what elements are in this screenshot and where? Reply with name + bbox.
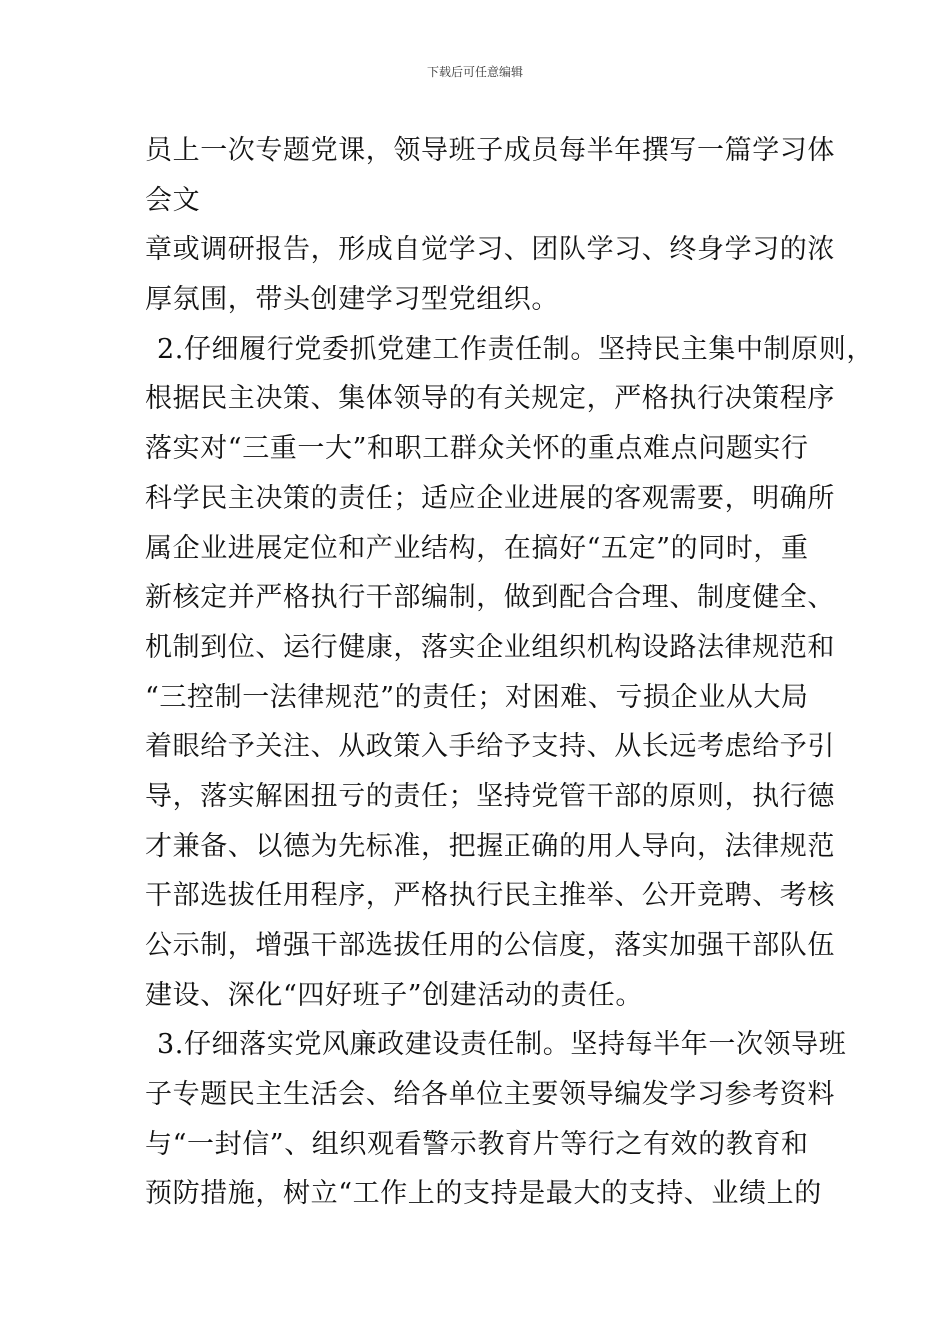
text-line: 导，落实解困扭亏的责任；坚持党管干部的原则，执行德	[145, 780, 835, 812]
text-line: 属企业进展定位和产业结构，在搞好“五定”的同时，重	[145, 532, 809, 564]
text-line: 干部选拔任用程序，严格执行民主推举、公开竞聘、考核	[145, 880, 835, 912]
text-line: “三控制一法律规范”的责任；对困难、亏损企业从大局	[145, 681, 809, 713]
document-body	[145, 126, 874, 1219]
text-line: 预防措施，树立“工作上的支持是最大的支持、业绩上的	[145, 1178, 822, 1210]
text-line: 才兼备、以德为先标准，把握正确的用人导向，法律规范	[145, 830, 835, 862]
paragraph-3-start: 3.仔细落实党风廉政建设责任制。坚持每半年一次领导班	[157, 1029, 847, 1061]
text-line: 员上一次专题党课，领导班子成员每半年撰写一篇学习体	[145, 135, 835, 166]
text-line: 落实对“三重一大”和职工群众关怀的重点难点问题实行	[145, 433, 809, 465]
text-line: 与“一封信”、组织观看警示教育片等行之有效的教育和	[145, 1128, 809, 1160]
text-line: 章或调研报告，形成自觉学习、团队学习、终身学习的浓	[145, 234, 835, 266]
text-line: 着眼给予关注、从政策入手给予支持、从长远考虑给予引	[145, 731, 835, 763]
text-line: 根据民主决策、集体领导的有关规定，严格执行决策程序	[145, 383, 835, 415]
text-line: 公示制，增强干部选拔任用的公信度，落实加强干部队伍	[145, 930, 835, 961]
text-line: 子专题民主生活会、给各单位主要领导编发学习参考资料	[145, 1079, 835, 1111]
text-line: 厚氛围，带头创建学习型党组织。	[145, 284, 559, 316]
text-line: 新核定并严格执行干部编制，做到配合合理、制度健全、	[145, 582, 835, 614]
text-line: 建设、深化“四好班子”创建活动的责任。	[145, 979, 644, 1011]
paragraph-2-start: 2.仔细履行党委抓党建工作责任制。坚持民主集中制原则，	[157, 333, 874, 365]
page-header: 下载后可任意编辑	[426, 65, 523, 79]
text-line: 机制到位、运行健康，落实企业组织机构设路法律规范和	[145, 631, 835, 663]
text-line: 科学民主决策的责任；适应企业进展的客观需要，明确所	[145, 482, 835, 514]
text-line: 会文	[145, 184, 201, 216]
